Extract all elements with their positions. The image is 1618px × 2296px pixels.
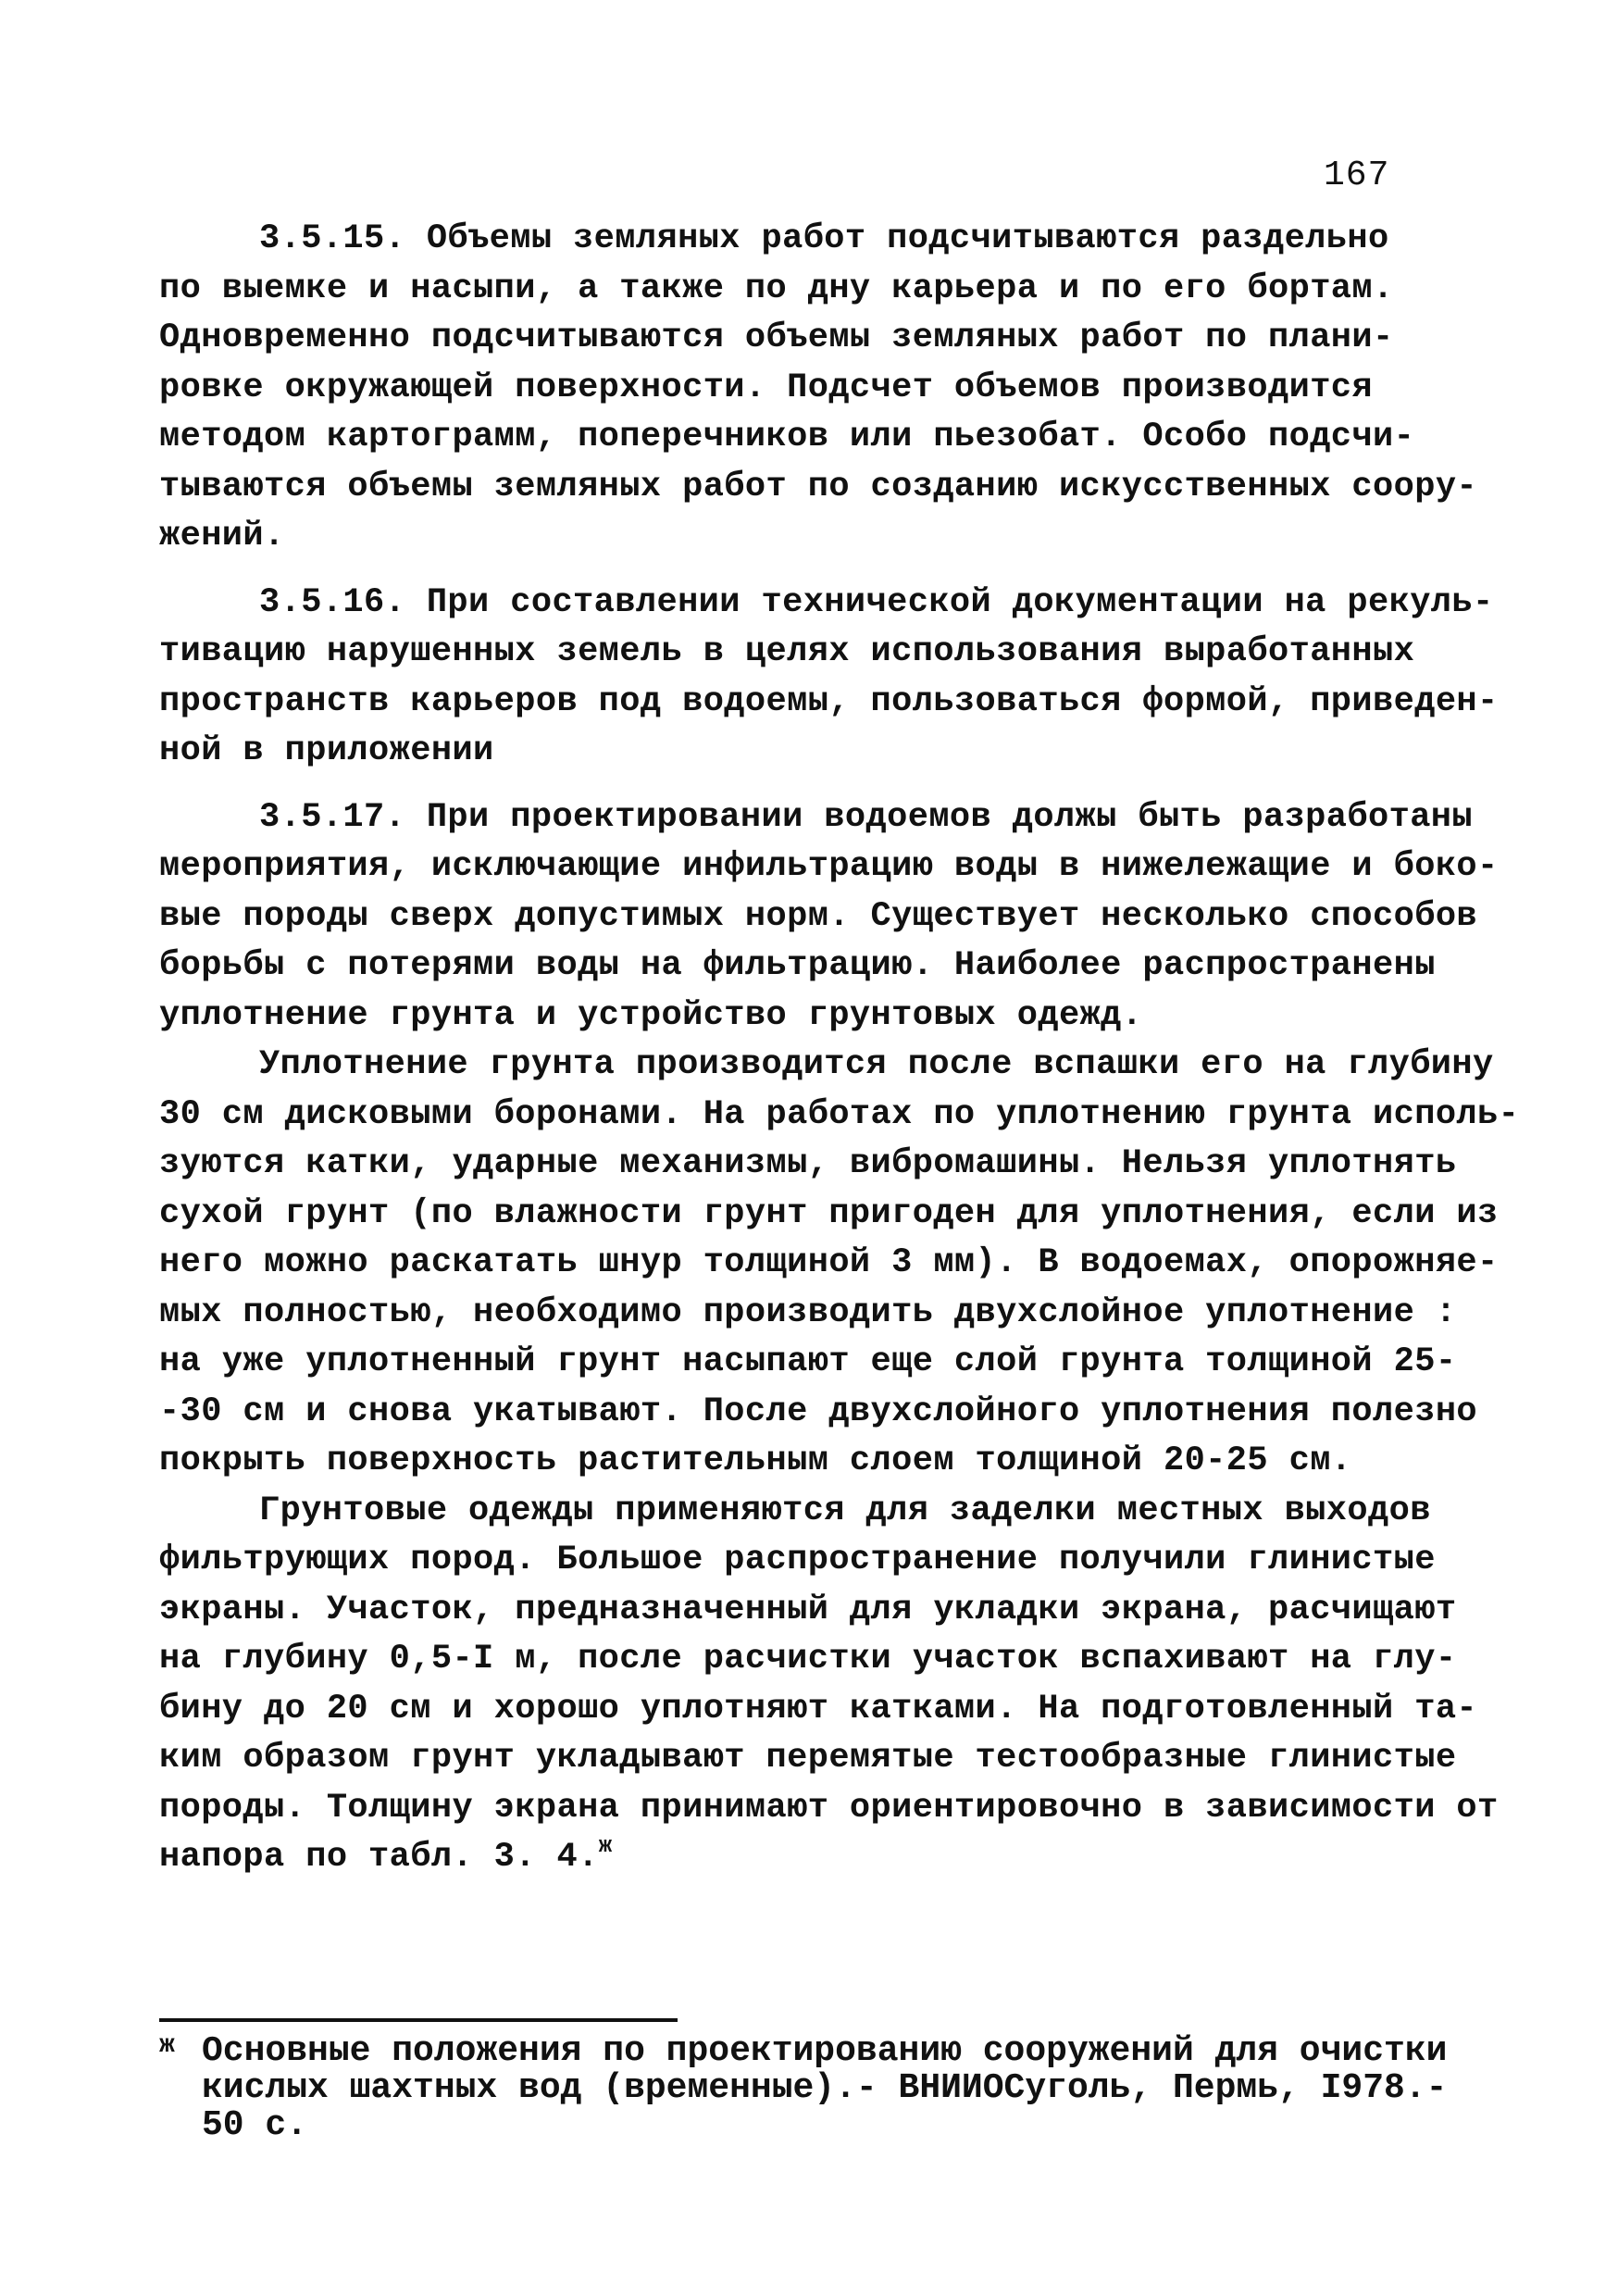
text-line: экраны. Участок, предназначенный для укладки экрана, расчищают: [159, 1590, 1457, 1629]
text-line: уплотнение грунта и устройство грунтовых одежд.: [159, 995, 1143, 1035]
text-line: на уже уплотненный грунт насыпают еще слой грунта толщиной 25-: [159, 1342, 1457, 1381]
paragraph-soil-lining: [159, 1487, 1499, 1883]
text-line: пространств карьеров под водоемы, пользоваться формой, приведен-: [159, 681, 1499, 721]
footnote-separator: [159, 2018, 678, 2022]
body-text: [159, 215, 1520, 1883]
footnote-mark: ж: [159, 2031, 175, 2060]
text-line: вые породы сверх допустимых норм. Существует несколько способов: [159, 896, 1478, 936]
text-line: жений.: [159, 517, 285, 555]
text-line: покрыть поверхность растительным слоем толщиной 20-25 см.: [159, 1441, 1352, 1480]
text-line: ной в приложении: [159, 731, 494, 770]
text-line: ким образом грунт укладывают перемятые тестообразные глинистые: [159, 1739, 1457, 1778]
text-line: сухой грунт (по влажности грунт пригоден для уплотнения, если из: [159, 1193, 1499, 1233]
text-line: тивацию нарушенных земель в целях использования выработанных: [159, 632, 1415, 671]
text-line: 3.5.15. Объемы земляных работ подсчитываются раздельно: [259, 219, 1389, 258]
text-line: 30 см дисковыми боронами. На работах по уплотнению грунта исполь-: [159, 1094, 1520, 1134]
text-line: мых полностью, необходимо производить двухслойное уплотнение :: [159, 1292, 1457, 1332]
text-line: Грунтовые одежды применяются для заделки местных выходов: [259, 1491, 1431, 1530]
text-line: борьбы с потерями воды на фильтрацию. Наиболее распространены: [159, 946, 1436, 985]
text-line-content: напора по табл. 3. 4.: [159, 1838, 599, 1877]
text-line: бину до 20 см и хорошо уплотняют катками. На подготовленный та-: [159, 1689, 1478, 1728]
footnote-line: 50 с.: [202, 2105, 308, 2145]
text-line: методом картограмм, поперечников или пьезобат. Особо подсчи-: [159, 418, 1415, 456]
text-line: -30 см и снова укатывают. После двухслойного уплотнения полезно: [159, 1391, 1478, 1431]
text-line: фильтрующих пород. Большое распространение получили глинистые: [159, 1541, 1436, 1579]
paragraph-gap: [159, 777, 1455, 793]
footnote-line: [159, 2033, 1455, 2070]
text-line: 3.5.16. При составлении технической документации на рекуль-: [259, 582, 1494, 622]
paragraph-3-5-15: [159, 215, 1478, 562]
text-line: Уплотнение грунта производится после вспашки его на глубину: [259, 1045, 1494, 1084]
text-line: тываются объемы земляных работ по созданию искусственных соору-: [159, 467, 1478, 506]
text-line: на глубину 0,5-I м, после расчистки участок вспахивают на глу-: [159, 1640, 1457, 1678]
paragraph-3-5-17: [159, 793, 1499, 1042]
text-line: мероприятия, исключающие инфильтрацию воды в нижележащие и боко-: [159, 847, 1499, 886]
footnote-reference: ж: [598, 1834, 613, 1859]
paragraph-gap: [159, 562, 1455, 579]
paragraph-3-5-16: [159, 579, 1499, 777]
text-line: зуются катки, ударные механизмы, вибромашины. Нельзя уплотнять: [159, 1144, 1457, 1183]
footnote: [159, 2033, 1455, 2144]
text-line-with-footnote: [159, 1833, 1455, 1883]
text-line: ровке окружающей поверхности. Подсчет объемов производится: [159, 368, 1374, 407]
page-number: 167: [1324, 156, 1390, 195]
footnote-text: Основные положения по проектированию сооружений для очистки: [202, 2031, 1448, 2071]
text-line: 3.5.17. При проектировании водоемов должы быть разработаны: [259, 797, 1474, 837]
text-line: по выемке и насыпи, а также по дну карьера и по его бортам.: [159, 268, 1394, 308]
paragraph-compaction: [159, 1041, 1520, 1487]
text-line: Одновременно подсчитываются объемы земляных работ по плани-: [159, 318, 1394, 357]
text-line: породы. Толщину экрана принимают ориентировочно в зависимости от: [159, 1788, 1499, 1828]
text-line: него можно раскатать шнур толщиной 3 мм). В водоемах, опорожняе-: [159, 1243, 1499, 1282]
footnote-line: кислых шахтных вод (временные).- ВНИИОСуголь, Пермь, I978.-: [202, 2068, 1448, 2108]
